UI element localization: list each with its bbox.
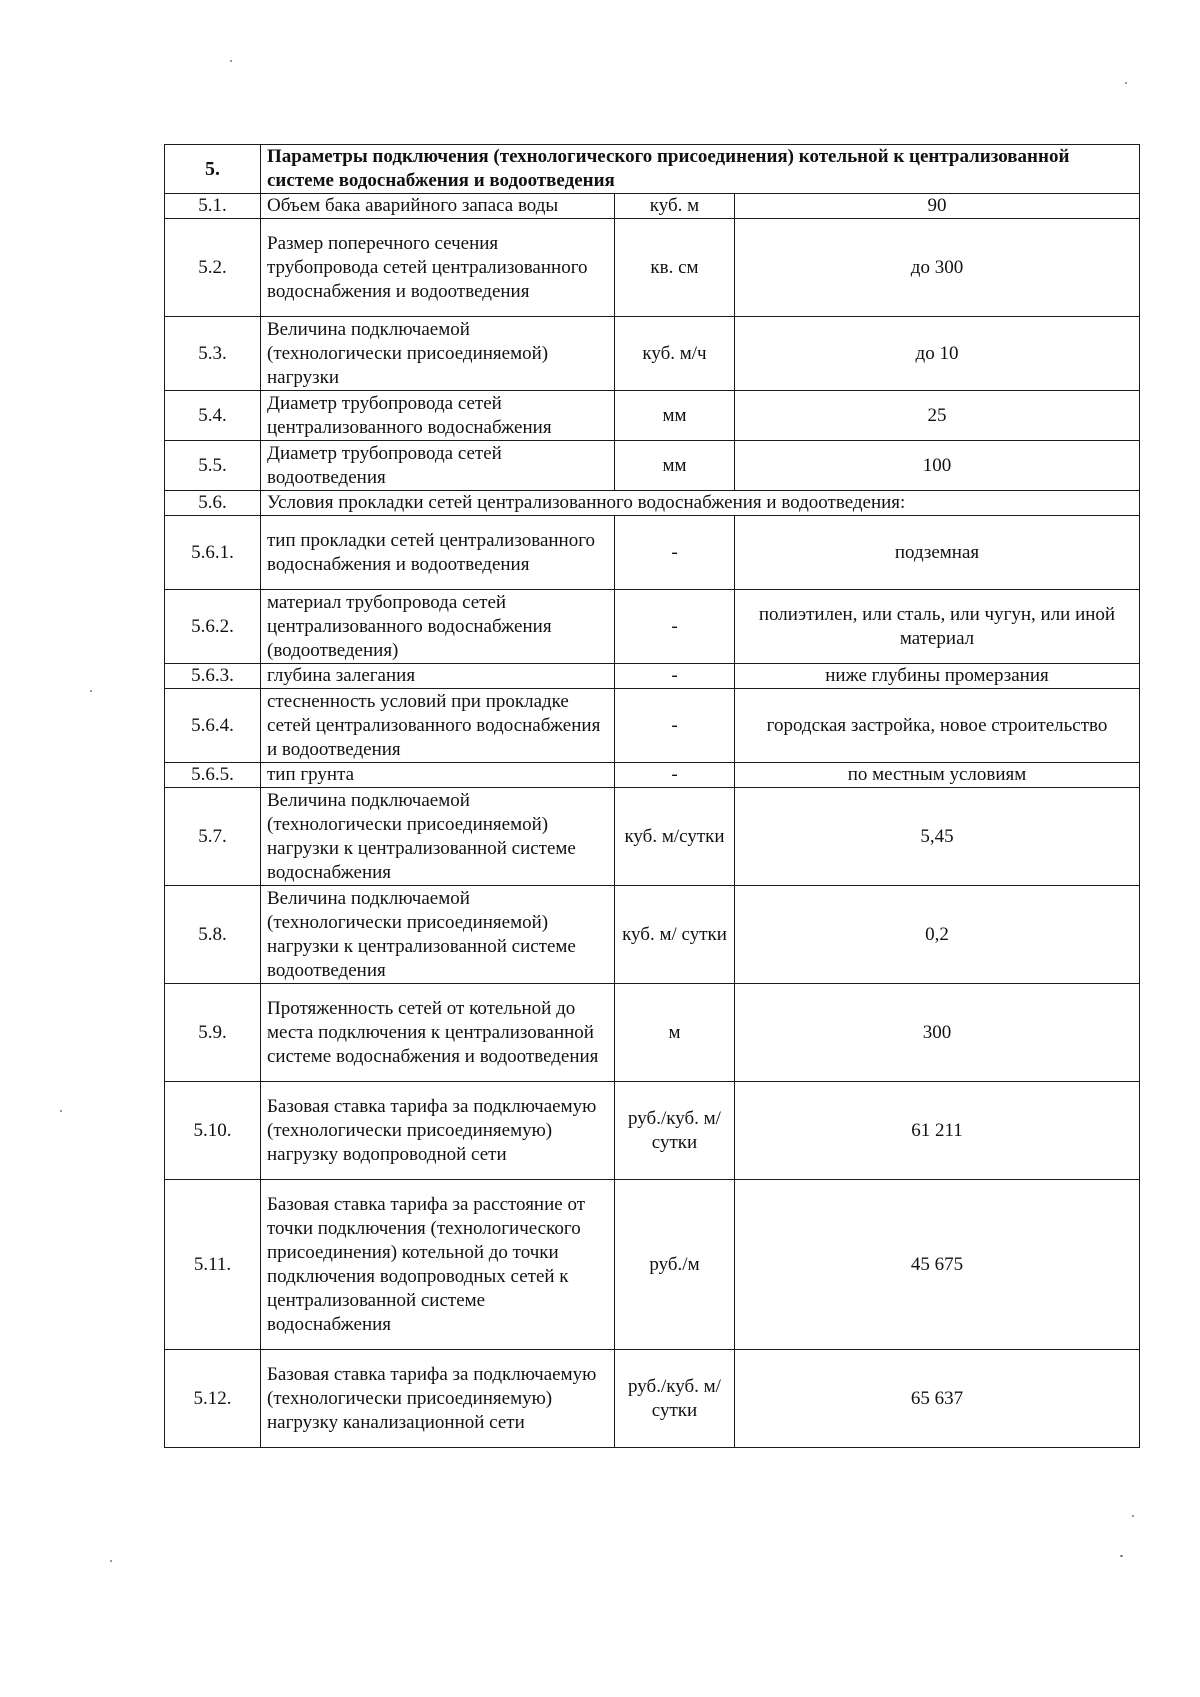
row-description: Базовая ставка тарифа за подключаемую (технологически присоединяемую) нагрузку канализационной сети — [261, 1350, 615, 1448]
table-row — [165, 1350, 1140, 1448]
table-row-subsection — [165, 491, 1140, 516]
table-row — [165, 886, 1140, 984]
row-unit: куб. м/ч — [615, 317, 735, 391]
row-number: 5.9. — [165, 984, 261, 1082]
row-unit: мм — [615, 391, 735, 441]
row-value: 61 211 — [735, 1082, 1140, 1180]
row-number: 5.6. — [165, 491, 261, 516]
table-row — [165, 590, 1140, 664]
row-value: до 300 — [735, 219, 1140, 317]
row-number: 5.6.2. — [165, 590, 261, 664]
scan-speck — [1120, 1555, 1123, 1557]
row-number: 5.7. — [165, 788, 261, 886]
table-row — [165, 763, 1140, 788]
row-value: 65 637 — [735, 1350, 1140, 1448]
table-row — [165, 516, 1140, 590]
scan-speck — [90, 690, 92, 692]
row-number: 5.6.5. — [165, 763, 261, 788]
row-description: глубина залегания — [261, 664, 615, 689]
row-description: Диаметр трубопровода сетей централизованного водоснабжения — [261, 391, 615, 441]
row-description: Базовая ставка тарифа за подключаемую (технологически присоединяемую) нагрузку водопроводной сети — [261, 1082, 615, 1180]
row-number: 5.3. — [165, 317, 261, 391]
row-unit: куб. м — [615, 194, 735, 219]
row-value: ниже глубины промерзания — [735, 664, 1140, 689]
row-number: 5.2. — [165, 219, 261, 317]
row-description: Диаметр трубопровода сетей водоотведения — [261, 441, 615, 491]
row-value: 300 — [735, 984, 1140, 1082]
row-description: Протяженность сетей от котельной до места подключения к централизованной системе водоснабжения и водоотведения — [261, 984, 615, 1082]
row-unit: м — [615, 984, 735, 1082]
table-row — [165, 689, 1140, 763]
row-unit: кв. см — [615, 219, 735, 317]
row-value: городская застройка, новое строительство — [735, 689, 1140, 763]
row-unit: руб./м — [615, 1180, 735, 1350]
row-unit: - — [615, 590, 735, 664]
table-row — [165, 1082, 1140, 1180]
row-number: 5.6.3. — [165, 664, 261, 689]
row-number: 5.4. — [165, 391, 261, 441]
row-description: Величина подключаемой (технологически присоединяемой) нагрузки к централизованной системе водоотведения — [261, 886, 615, 984]
row-number: 5.6.1. — [165, 516, 261, 590]
row-number: 5.10. — [165, 1082, 261, 1180]
section-header-row — [165, 145, 1140, 194]
row-unit: руб./куб. м/ сутки — [615, 1350, 735, 1448]
row-value: 25 — [735, 391, 1140, 441]
row-description: Объем бака аварийного запаса воды — [261, 194, 615, 219]
row-unit: - — [615, 689, 735, 763]
row-unit: - — [615, 516, 735, 590]
scan-speck — [230, 60, 232, 62]
row-description: материал трубопровода сетей централизованного водоснабжения (водоотведения) — [261, 590, 615, 664]
row-description: тип прокладки сетей централизованного водоснабжения и водоотведения — [261, 516, 615, 590]
scan-speck — [60, 1110, 62, 1112]
row-unit: руб./куб. м/ сутки — [615, 1082, 735, 1180]
row-value: 90 — [735, 194, 1140, 219]
row-unit: - — [615, 763, 735, 788]
parameters-table — [164, 144, 1140, 1448]
table-row — [165, 391, 1140, 441]
row-value: 0,2 — [735, 886, 1140, 984]
row-number: 5.1. — [165, 194, 261, 219]
row-value: 45 675 — [735, 1180, 1140, 1350]
row-value: 5,45 — [735, 788, 1140, 886]
row-number: 5.6.4. — [165, 689, 261, 763]
scan-speck — [1125, 82, 1127, 84]
row-description: Базовая ставка тарифа за расстояние от точки подключения (технологического присоединения) котельной до точки подключения водопроводных сетей к централизованной системе водоснабжения — [261, 1180, 615, 1350]
table-row — [165, 194, 1140, 219]
row-number: 5.8. — [165, 886, 261, 984]
table-row — [165, 788, 1140, 886]
row-description: Величина подключаемой (технологически присоединяемой) нагрузки — [261, 317, 615, 391]
row-value: подземная — [735, 516, 1140, 590]
row-description: тип грунта — [261, 763, 615, 788]
table-row — [165, 1180, 1140, 1350]
row-description: стесненность условий при прокладке сетей централизованного водоснабжения и водоотведения — [261, 689, 615, 763]
row-value: до 10 — [735, 317, 1140, 391]
table-row — [165, 984, 1140, 1082]
row-unit: куб. м/сутки — [615, 788, 735, 886]
row-value: 100 — [735, 441, 1140, 491]
row-value: по местным условиям — [735, 763, 1140, 788]
table-row — [165, 317, 1140, 391]
row-description: Размер поперечного сечения трубопровода сетей централизованного водоснабжения и водоотведения — [261, 219, 615, 317]
table-row — [165, 219, 1140, 317]
table-row — [165, 441, 1140, 491]
section-title: Параметры подключения (технологического присоединения) котельной к централизованной системе водоснабжения и водоотведения — [261, 145, 1140, 194]
section-number: 5. — [165, 145, 261, 194]
row-description: Величина подключаемой (технологически присоединяемой) нагрузки к централизованной системе водоснабжения — [261, 788, 615, 886]
row-unit: мм — [615, 441, 735, 491]
scan-speck — [1132, 1515, 1134, 1517]
row-number: 5.11. — [165, 1180, 261, 1350]
row-unit: - — [615, 664, 735, 689]
row-number: 5.12. — [165, 1350, 261, 1448]
scan-speck — [110, 1560, 112, 1562]
row-value: полиэтилен, или сталь, или чугун, или иной материал — [735, 590, 1140, 664]
subsection-title: Условия прокладки сетей централизованного водоснабжения и водоотведения: — [261, 491, 1140, 516]
row-unit: куб. м/ сутки — [615, 886, 735, 984]
table-row — [165, 664, 1140, 689]
row-number: 5.5. — [165, 441, 261, 491]
